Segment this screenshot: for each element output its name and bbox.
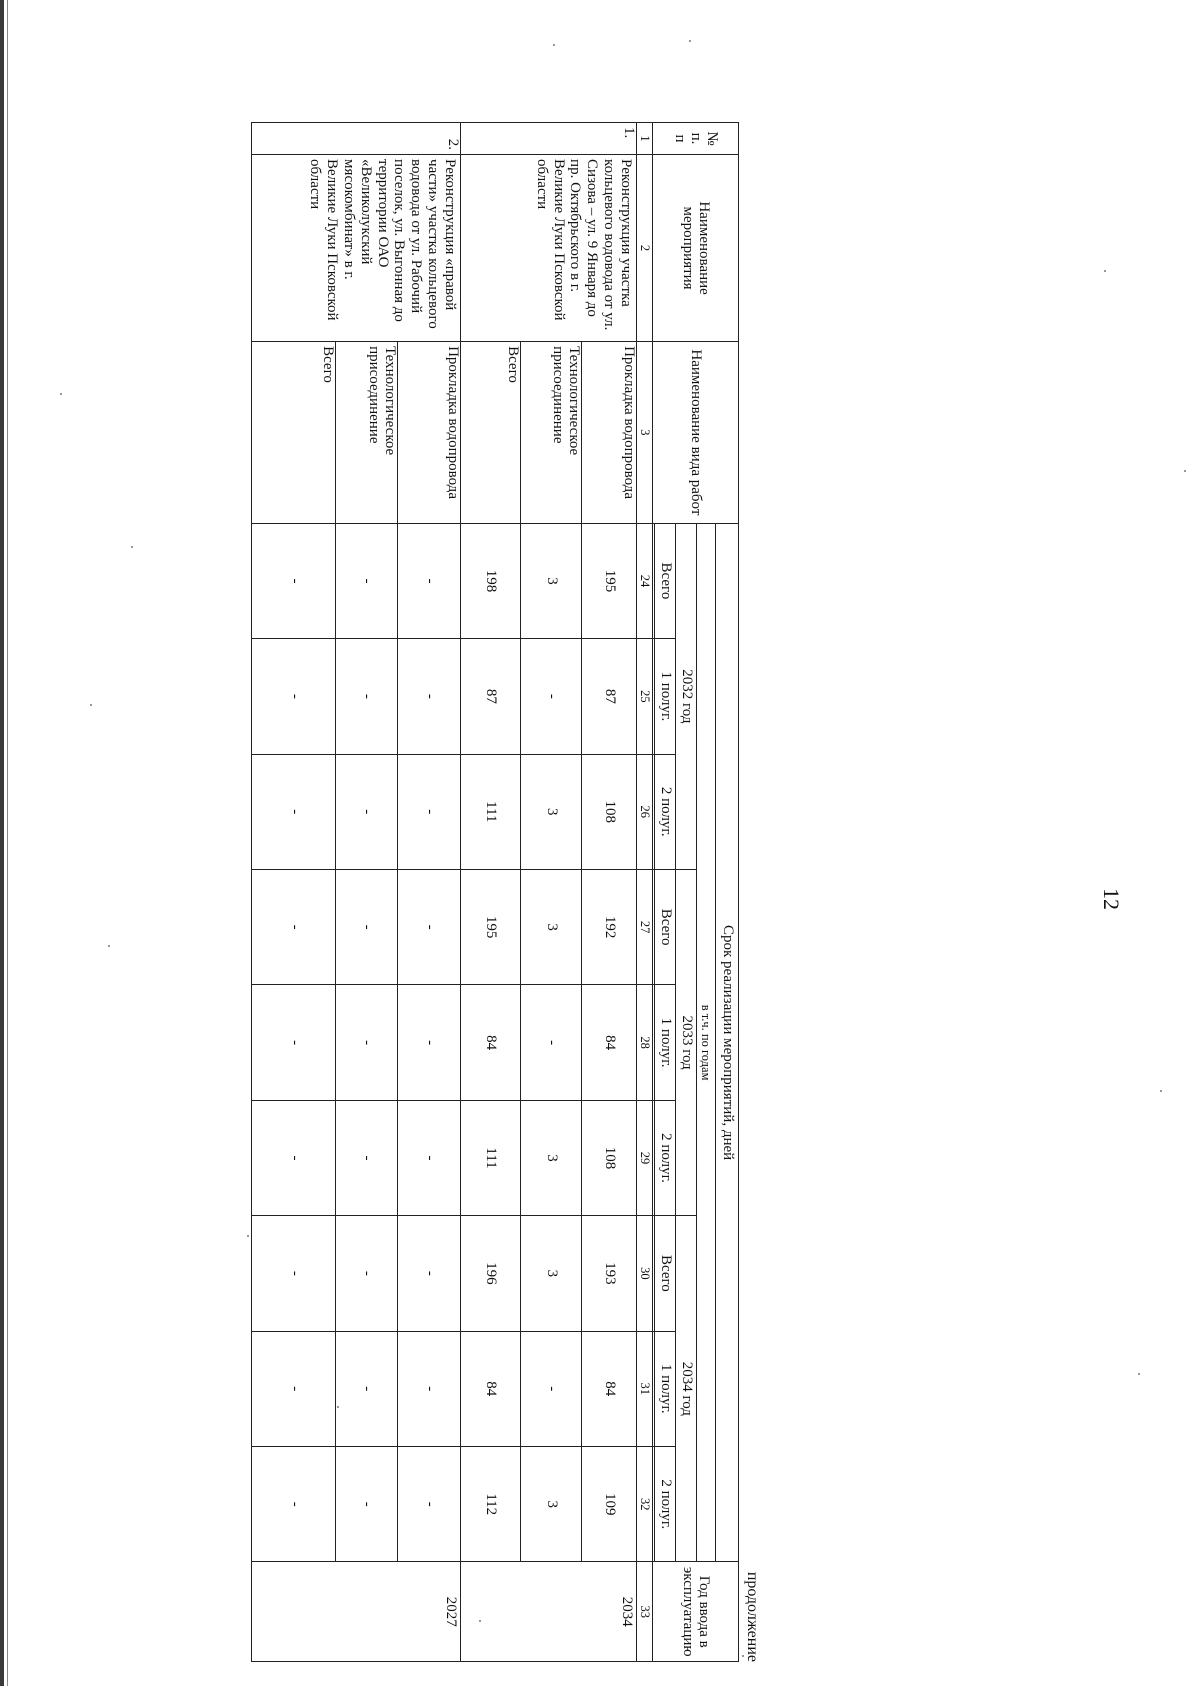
event-name: Реконструкция «правой части» участка кольцевого водовода от ул. Рабочий поселок, ул. Выгонная до территории ОАО «Великолукский мясокомбинат» в г. Великие Луки Псковской области	[252, 155, 461, 342]
header-subcol: Всего	[654, 523, 675, 638]
value-cell: -	[397, 985, 460, 1100]
value-cell: -	[520, 1331, 581, 1446]
value-cell: 111	[460, 754, 520, 869]
value-cell: 3	[520, 869, 581, 984]
value-cell: 111	[460, 1100, 520, 1215]
value-cell: -	[336, 985, 397, 1100]
continuation-label: продолжение	[744, 1571, 761, 1662]
col-number: 25	[636, 639, 652, 754]
page-number: 12	[1099, 888, 1124, 910]
col-number: 31	[636, 1331, 652, 1446]
scan-speck	[247, 1235, 249, 1237]
scan-speck	[1160, 1090, 1162, 1092]
col-number: 2	[636, 155, 652, 342]
value-cell: -	[336, 869, 397, 984]
value-cell: 87	[581, 639, 636, 754]
col-number: 29	[636, 1100, 652, 1215]
value-cell: -	[397, 1331, 460, 1446]
column-number-row	[636, 123, 652, 1662]
value-cell: 84	[460, 1331, 520, 1446]
value-cell: -	[252, 639, 336, 754]
work-type: Технологическое присоединение	[336, 342, 397, 524]
value-cell: -	[397, 523, 460, 638]
work-type: Прокладка водопровода	[581, 342, 636, 524]
value-cell: -	[397, 1446, 460, 1561]
binding-edge-inner	[7, 0, 8, 1686]
table-row	[252, 123, 336, 1662]
scan-speck	[1104, 270, 1106, 272]
scan-speck	[689, 40, 691, 42]
col-number: 26	[636, 754, 652, 869]
header-year-2033: 2033 год	[675, 869, 696, 1215]
value-cell: -	[336, 639, 397, 754]
header-spacer	[652, 754, 654, 869]
header-by-years: в т.ч. по годам	[696, 523, 715, 1562]
value-cell: -	[520, 985, 581, 1100]
header-spacer	[652, 1331, 654, 1446]
header-subcol: 1 полуг.	[654, 1331, 675, 1446]
col-number: 27	[636, 869, 652, 984]
col-number: 33	[636, 1562, 652, 1662]
table-row	[581, 123, 636, 1662]
value-cell: 3	[520, 754, 581, 869]
value-cell: 87	[460, 639, 520, 754]
value-cell: 195	[460, 869, 520, 984]
header-subcol: 2 полуг.	[654, 1100, 675, 1215]
value-cell: 109	[581, 1446, 636, 1561]
scan-speck	[1184, 470, 1186, 472]
col-number: 1	[636, 123, 652, 155]
col-number: 32	[636, 1446, 652, 1561]
value-cell: -	[252, 1446, 336, 1561]
value-cell: 84	[581, 985, 636, 1100]
value-cell: -	[252, 985, 336, 1100]
scan-speck	[90, 704, 92, 706]
scan-speck	[108, 945, 110, 947]
value-cell: -	[252, 869, 336, 984]
value-cell: -	[252, 523, 336, 638]
event-name: Реконструкция участка кольцевого водовода от ул. Сизова – ул. 9 Января до пр. Октябрьского в г. Великие Луки Псковской области	[460, 155, 636, 342]
header-subcol: Всего	[654, 1216, 675, 1331]
header-spacer	[652, 869, 654, 984]
col-number: 24	[636, 523, 652, 638]
work-type: Прокладка водопровода	[397, 342, 460, 524]
header-event-name: Наименование мероприятия	[652, 155, 738, 342]
commission-year: 2027	[252, 1562, 461, 1662]
work-type: Технологическое присоединение	[520, 342, 581, 524]
commission-year: 2034	[460, 1562, 636, 1662]
value-cell: 84	[460, 985, 520, 1100]
binding-edge	[0, 0, 4, 1686]
value-cell: 198	[460, 523, 520, 638]
table-row	[336, 123, 397, 1662]
value-cell: -	[397, 869, 460, 984]
scan-speck	[131, 546, 133, 548]
value-cell: -	[397, 639, 460, 754]
value-cell: 3	[520, 523, 581, 638]
row-num: 1.	[460, 123, 636, 155]
col-number: 3	[636, 342, 652, 524]
header-year-2034: 2034 год	[675, 1216, 696, 1562]
col-number: 30	[636, 1216, 652, 1331]
value-cell: 195	[581, 523, 636, 638]
header-year-2032: 2032 год	[675, 523, 696, 869]
rotated-table-block	[251, 122, 761, 1662]
header-subcol: 1 полуг.	[654, 985, 675, 1100]
col-number: 28	[636, 985, 652, 1100]
header-spacer	[652, 985, 654, 1100]
table-row	[397, 123, 460, 1662]
value-cell: -	[336, 754, 397, 869]
value-cell: 193	[581, 1216, 636, 1331]
value-cell: -	[336, 1100, 397, 1215]
header-spacer	[652, 1100, 654, 1215]
header-subcol: Всего	[654, 869, 675, 984]
value-cell: 3	[520, 1216, 581, 1331]
value-cell: -	[397, 1100, 460, 1215]
value-cell: -	[397, 754, 460, 869]
header-commission-year: Год ввода в эксплуатацию	[652, 1562, 738, 1662]
value-cell: -	[252, 1331, 336, 1446]
header-num	[652, 123, 738, 155]
header-subcol: 1 полуг.	[654, 639, 675, 754]
header-subcol: 2 полуг.	[654, 1446, 675, 1561]
table-row	[460, 123, 520, 1662]
value-cell: -	[336, 1331, 397, 1446]
work-type: Всего	[252, 342, 336, 524]
value-cell: 196	[460, 1216, 520, 1331]
scan-speck	[1138, 1373, 1140, 1375]
scan-speck	[60, 393, 62, 395]
scan-speck	[553, 44, 555, 46]
schedule-table	[251, 122, 739, 1662]
header-spacer	[652, 1216, 654, 1331]
row-num: 2.	[252, 123, 461, 155]
header-spacer	[652, 523, 654, 638]
header-period: Срок реализации мероприятий, дней	[715, 523, 738, 1562]
value-cell: -	[520, 639, 581, 754]
value-cell: -	[336, 523, 397, 638]
value-cell: -	[252, 754, 336, 869]
value-cell: -	[336, 1446, 397, 1561]
table-row	[520, 123, 581, 1662]
work-type: Всего	[460, 342, 520, 524]
value-cell: -	[252, 1100, 336, 1215]
value-cell: -	[397, 1216, 460, 1331]
header-subcol: 2 полуг.	[654, 754, 675, 869]
header-work-type: Наименование вида работ	[652, 342, 738, 524]
value-cell: 3	[520, 1100, 581, 1215]
value-cell: 108	[581, 1100, 636, 1215]
value-cell: 108	[581, 754, 636, 869]
header-spacer	[652, 1446, 654, 1561]
value-cell: 192	[581, 869, 636, 984]
value-cell: -	[336, 1216, 397, 1331]
header-num-label: № п. п	[672, 131, 720, 146]
value-cell: -	[252, 1216, 336, 1331]
value-cell: 112	[460, 1446, 520, 1561]
header-spacer	[652, 639, 654, 754]
value-cell: 84	[581, 1331, 636, 1446]
value-cell: 3	[520, 1446, 581, 1561]
